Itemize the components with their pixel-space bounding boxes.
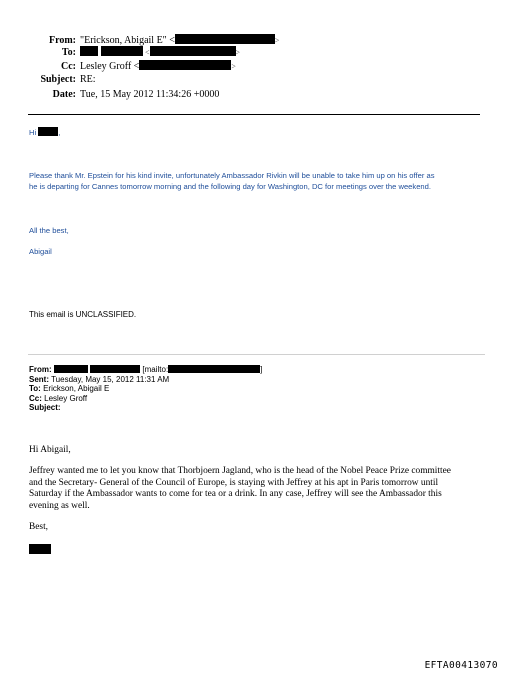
redaction-block <box>38 127 61 137</box>
redaction-block <box>80 46 98 56</box>
mailto-close: ] <box>260 365 263 374</box>
fwd-paragraph <box>29 466 451 512</box>
fwd-greeting: Hi Abigail, <box>29 445 71 455</box>
cc-label: Cc: <box>61 61 76 72</box>
subject-label: Subject: <box>40 74 76 85</box>
fwd-sent-row <box>29 375 262 385</box>
greeting-text: Hi <box>29 128 37 137</box>
redaction-block <box>175 34 275 44</box>
date-label: Date: <box>52 89 76 100</box>
fwd-from-label: From: <box>29 365 52 374</box>
date-value: Tue, 15 May 2012 11:34:26 +0000 <box>80 89 220 100</box>
redaction-block <box>54 365 88 373</box>
fwd-line: Saturday if the Ambassador wants to come for tea or a drink. In any case, Jeffrey will see the Ambassador this <box>29 489 442 500</box>
reply-signature: Abigail <box>29 247 52 256</box>
classification-notice: This email is UNCLASSIFIED. <box>29 310 137 319</box>
redaction-block <box>101 46 143 56</box>
fwd-to-value: Erickson, Abigail E <box>43 384 110 394</box>
fwd-sent-value: Tuesday, May 15, 2012 11:31 AM <box>51 374 170 384</box>
angle-close: > <box>231 62 236 71</box>
fwd-subject-label: Subject: <box>29 403 61 413</box>
fwd-cc-row <box>29 394 262 404</box>
reply-line: he is departing for Cannes tomorrow morning and the following day for Washington, DC for meetings over the weekend. <box>29 182 431 191</box>
from-name: "Erickson, Abigail E" < <box>80 35 175 46</box>
signature-redaction <box>29 544 51 554</box>
redaction-block <box>168 365 263 374</box>
fwd-cc-label: Cc: <box>29 393 42 403</box>
fwd-cc-value: Lesley Groff <box>44 393 88 403</box>
redaction-block <box>90 365 140 373</box>
reply-line: Please thank Mr. Epstein for his kind invite, unfortunately Ambassador Rivkin will be unable to take him up on his offer as <box>29 171 435 180</box>
mailto-open: [mailto: <box>142 365 169 374</box>
subject-value: RE: <box>80 74 96 85</box>
quote-divider <box>28 354 485 355</box>
greeting-comma: , <box>58 128 61 137</box>
angle-open: < <box>145 48 150 57</box>
from-label: From: <box>48 35 76 46</box>
fwd-line: and the Secretary- General of the Council of Europe, is staying with Jeffrey at his apt in Paris tomorrow until <box>29 477 439 488</box>
fwd-to-row <box>29 384 262 394</box>
header-divider <box>28 114 480 115</box>
to-label: To: <box>61 47 76 58</box>
reply-paragraph <box>29 170 435 192</box>
angle-close: > <box>274 36 280 45</box>
document-id: EFTA00413070 <box>424 660 498 671</box>
angle-close: > <box>235 48 241 57</box>
fwd-sent-label: Sent: <box>29 374 49 384</box>
fwd-subject-row <box>29 403 262 413</box>
cc-name: Lesley Groff < <box>80 61 140 72</box>
reply-greeting <box>29 127 60 138</box>
fwd-line: evening as well. <box>29 500 90 511</box>
redaction-block <box>139 60 231 70</box>
cc-value <box>80 60 236 74</box>
fwd-to-label: To: <box>29 384 41 394</box>
redaction-block <box>150 46 236 56</box>
to-value <box>80 46 240 60</box>
fwd-from-row <box>29 365 262 375</box>
fwd-line: Jeffrey wanted me to let you know that Thorbjoern Jagland, who is the head of the Nobel Peace Prize committee <box>29 466 451 476</box>
fwd-closing: Best, <box>29 522 49 532</box>
forwarded-header <box>29 365 262 413</box>
reply-closing: All the best, <box>29 226 69 235</box>
